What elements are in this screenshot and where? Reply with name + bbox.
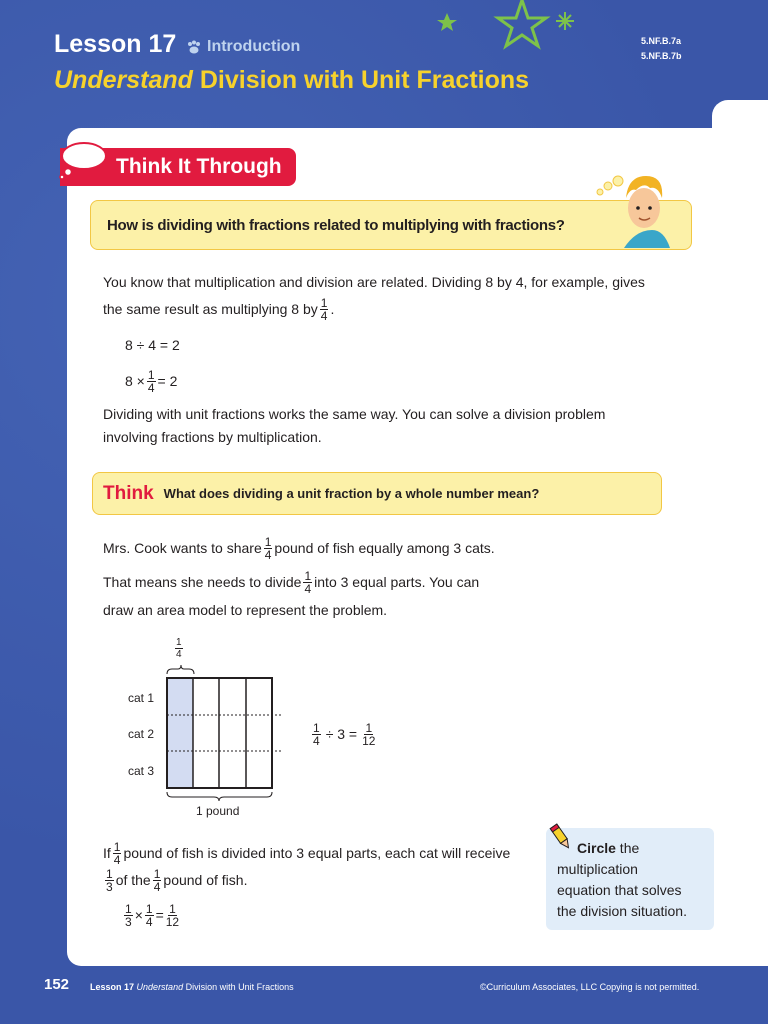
numerator: 1 bbox=[113, 839, 121, 854]
area-model bbox=[150, 660, 290, 810]
numerator: 1 bbox=[304, 568, 312, 583]
denominator: 4 bbox=[176, 649, 182, 660]
denominator: 4 bbox=[145, 914, 153, 929]
fraction-one-fourth bbox=[147, 369, 156, 394]
standards bbox=[641, 34, 682, 64]
row-label-cat-1: cat 1 bbox=[128, 691, 155, 705]
fraction-one-fourth bbox=[303, 570, 312, 595]
think-question-box bbox=[92, 472, 662, 515]
fraction-one-fourth bbox=[320, 297, 329, 322]
numerator: 1 bbox=[106, 866, 113, 881]
think-question: What does dividing a unit fraction by a whole number mean? bbox=[163, 486, 540, 501]
denominator: 4 bbox=[147, 380, 155, 395]
denominator: 4 bbox=[304, 581, 312, 596]
page-number: 152 bbox=[44, 976, 70, 993]
conclusion-line-2 bbox=[103, 867, 247, 893]
guiding-question: How is dividing with fractions related to multiplying with fractions? bbox=[90, 200, 692, 250]
denominator: 3 bbox=[125, 914, 132, 929]
row-label-cat-3: cat 3 bbox=[128, 764, 155, 778]
times-sign: × bbox=[134, 907, 143, 923]
footer-lesson bbox=[90, 982, 294, 992]
think-label: Think bbox=[103, 482, 154, 504]
denominator: 3 bbox=[106, 879, 113, 894]
fraction-one-third bbox=[105, 868, 114, 893]
conclusion-line-2-end: pound of fish. bbox=[163, 872, 248, 888]
numerator: 1 bbox=[264, 534, 272, 549]
standard-code: 5.NF.B.7b bbox=[641, 51, 682, 61]
model-equation bbox=[310, 719, 377, 749]
equation-multiplication bbox=[125, 368, 177, 394]
numerator: 1 bbox=[176, 637, 182, 648]
model-bottom-label: 1 pound bbox=[196, 804, 240, 818]
title-rest: Division with Unit Fractions bbox=[199, 66, 530, 94]
denominator: 12 bbox=[362, 733, 376, 748]
denominator: 12 bbox=[165, 914, 180, 929]
numerator: 1 bbox=[169, 901, 176, 916]
fraction-one-fourth bbox=[153, 868, 162, 893]
conclusion-equation bbox=[122, 901, 181, 929]
conclusion-line-1-end: pound of fish is divided into 3 equal parts, each cat will receive bbox=[123, 845, 511, 861]
row-label-cat-2: cat 2 bbox=[128, 727, 155, 741]
section-text: Introduction bbox=[207, 38, 301, 55]
numerator: 1 bbox=[125, 901, 132, 916]
title-italic: Understand bbox=[54, 66, 193, 94]
tip-line-4: the division situation. bbox=[557, 903, 687, 919]
stars-decoration bbox=[430, 0, 600, 60]
tip-line-1 bbox=[557, 838, 714, 859]
conclusion-line-1 bbox=[103, 840, 510, 866]
fraction-one-fourth bbox=[113, 841, 122, 866]
problem-line-1 bbox=[103, 535, 495, 561]
model-equation-mid: ÷ 3 = bbox=[325, 726, 358, 742]
denominator: 4 bbox=[264, 547, 272, 562]
fraction-one-twelfth bbox=[166, 903, 179, 928]
problem-line-1-end: pound of fish equally among 3 cats. bbox=[274, 540, 495, 556]
fraction-one-fourth bbox=[264, 536, 273, 561]
paw-icon bbox=[186, 40, 202, 54]
problem-line-3: draw an area model to represent the problem. bbox=[103, 602, 388, 618]
equation-left: 8 × bbox=[125, 373, 145, 389]
denominator: 4 bbox=[113, 852, 121, 867]
thought-bubble-icon bbox=[58, 140, 110, 180]
footer-lesson-rest: Division with Unit Fractions bbox=[185, 982, 294, 992]
denominator: 4 bbox=[153, 879, 161, 894]
footer-lesson-italic: Understand bbox=[136, 982, 184, 992]
pencil-icon bbox=[548, 822, 574, 852]
denominator: 4 bbox=[320, 308, 328, 323]
think-it-through-banner: Think It Through bbox=[60, 148, 296, 186]
problem-line-1-start: Mrs. Cook wants to share bbox=[103, 540, 262, 556]
tip-line-1-rest: the bbox=[615, 840, 640, 856]
footer-lesson-number: Lesson 17 bbox=[90, 982, 135, 992]
tip-line-3: equation that solves bbox=[557, 882, 682, 898]
intro-para2-line2: involving fractions by multiplication. bbox=[103, 429, 322, 445]
numerator: 1 bbox=[153, 866, 161, 881]
intro-line-2-end: . bbox=[330, 301, 335, 317]
tip-bold: Circle bbox=[577, 840, 616, 856]
tip-line-2: multiplication bbox=[557, 861, 638, 877]
model-top-fraction bbox=[175, 637, 183, 660]
intro-line-1: You know that multiplication and division are related. Dividing 8 by 4, for example, gives bbox=[103, 274, 645, 290]
equation-division: 8 ÷ 4 = 2 bbox=[125, 337, 180, 353]
intro-line-2 bbox=[103, 296, 334, 322]
top-brace bbox=[167, 665, 194, 674]
denominator: 4 bbox=[313, 733, 320, 748]
numerator: 1 bbox=[313, 720, 320, 735]
problem-line-2-end: into 3 equal parts. You can bbox=[314, 574, 480, 590]
standard-code: 5.NF.B.7a bbox=[641, 36, 682, 46]
lesson-header bbox=[0, 0, 768, 120]
fraction-one-third bbox=[124, 903, 133, 928]
intro-line-2-text: the same result as multiplying 8 by bbox=[103, 301, 318, 317]
fraction-one-twelfth bbox=[362, 722, 375, 747]
conclusion-line-2-mid: of the bbox=[115, 872, 151, 888]
star-icon bbox=[498, 0, 546, 46]
fraction-one-fourth bbox=[312, 722, 321, 747]
problem-line-2 bbox=[103, 569, 479, 595]
numerator: 1 bbox=[320, 295, 328, 310]
lesson-title bbox=[54, 66, 529, 95]
lesson-number: Lesson 17 bbox=[54, 30, 177, 58]
problem-line-2-start: That means she needs to divide bbox=[103, 574, 302, 590]
intro-para2-line1: Dividing with unit fractions works the same way. You can solve a division problem bbox=[103, 406, 606, 422]
bottom-brace bbox=[167, 792, 272, 801]
star-icon bbox=[437, 13, 457, 31]
footer-copyright: ©Curriculum Associates, LLC Copying is not permitted. bbox=[480, 982, 700, 992]
numerator: 1 bbox=[147, 367, 155, 382]
numerator: 1 bbox=[365, 720, 373, 735]
section-label bbox=[186, 38, 300, 56]
numerator: 1 bbox=[145, 901, 153, 916]
shaded-column bbox=[167, 678, 193, 788]
equation-right: = 2 bbox=[157, 373, 178, 389]
conclusion-line-1-start: If bbox=[103, 845, 111, 861]
sparkle-icon bbox=[556, 12, 574, 30]
fraction-one-fourth bbox=[145, 903, 154, 928]
student-character-icon bbox=[594, 168, 674, 252]
equals-sign: = bbox=[155, 907, 164, 923]
